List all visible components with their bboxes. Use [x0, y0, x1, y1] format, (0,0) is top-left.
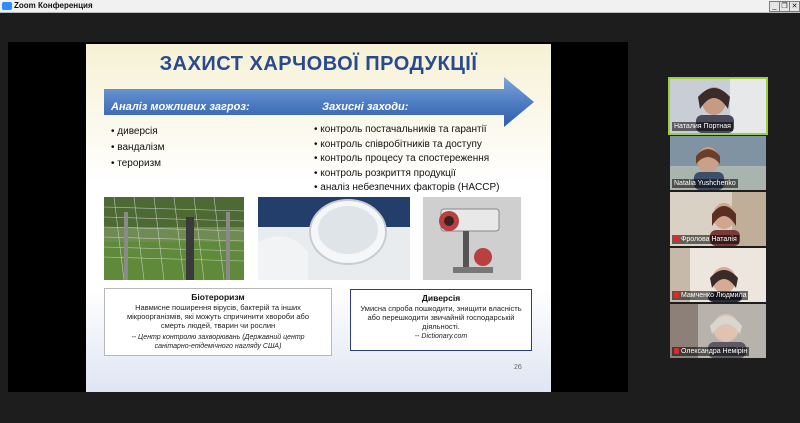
- muted-icon: [674, 292, 679, 298]
- bioterror-definition: Навмисне поширення вірусів, бактерій та інших мікроорганізмів, які можуть спричинити хвороби або смерть людей, тварин чи рослин: [126, 303, 310, 330]
- diversion-title: Диверсія: [421, 293, 461, 303]
- bioterror-box: [104, 288, 332, 356]
- participant-tile[interactable]: [670, 79, 766, 133]
- participant-name: [672, 291, 748, 300]
- list-item: • диверсія: [111, 124, 164, 140]
- participant-name: [672, 235, 739, 244]
- muted-icon: [674, 236, 679, 242]
- participant-tile[interactable]: [670, 136, 766, 190]
- bioterror-source: -- Центр контролю захворювань (Державний центр санітарно-епідемічного нагляду США): [131, 334, 305, 350]
- diversion-definition: Умисна спроба пошкодити, знищити власність або перешкодити звичайній господарській діяльності.: [360, 304, 522, 331]
- diversion-source: -- Dictionary.com: [414, 333, 468, 340]
- list-item: • контроль постачальників та гарантії: [314, 123, 499, 138]
- participant-tile[interactable]: [670, 192, 766, 246]
- close-button[interactable]: ✕: [789, 1, 800, 12]
- fence-photo: [104, 197, 244, 280]
- participant-tile[interactable]: [670, 304, 766, 358]
- window-title: Zoom Конференция: [14, 1, 93, 10]
- threats-list: [111, 124, 164, 172]
- list-item: • тероризм: [111, 156, 164, 172]
- slide-page-number: 26: [514, 364, 522, 371]
- restore-button[interactable]: ❐: [779, 1, 790, 12]
- threats-heading: Аналіз можливих загроз:: [111, 101, 250, 113]
- participant-tile[interactable]: [670, 248, 766, 302]
- slide-title: ЗАХИСТ ХАРЧОВОЇ ПРОДУКЦІЇ: [159, 53, 478, 75]
- list-item: • контроль розкриття продукції: [314, 167, 499, 182]
- list-item: • контроль процесу та спостереження: [314, 152, 499, 167]
- measures-heading: Захисні заходи:: [322, 101, 409, 113]
- participant-name: Natalia Yushchenko: [674, 180, 736, 187]
- list-item: • аналіз небезпечних факторів (HACCP): [314, 181, 499, 196]
- presentation-slide: [86, 44, 551, 392]
- list-item: • вандалізм: [111, 140, 164, 156]
- seal-photo: [258, 197, 410, 280]
- window-titlebar: [0, 0, 800, 13]
- camera-photo: [423, 197, 521, 280]
- measures-list: [314, 123, 499, 196]
- list-item: • контроль співробітників та доступу: [314, 138, 499, 153]
- participant-name-text: Фролова Наталія: [681, 236, 737, 243]
- muted-icon: [674, 348, 679, 354]
- zoom-app-icon: [2, 2, 12, 10]
- participant-name-text: Мамченко Людмила: [681, 292, 747, 299]
- participant-name: [672, 347, 749, 356]
- minimize-button[interactable]: _: [769, 1, 780, 12]
- participant-name: Наталия Портная: [674, 123, 731, 130]
- diversion-box: [350, 289, 532, 351]
- bioterror-title: Біотероризм: [191, 292, 245, 302]
- participant-name-text: Олександра Немірін: [681, 348, 748, 355]
